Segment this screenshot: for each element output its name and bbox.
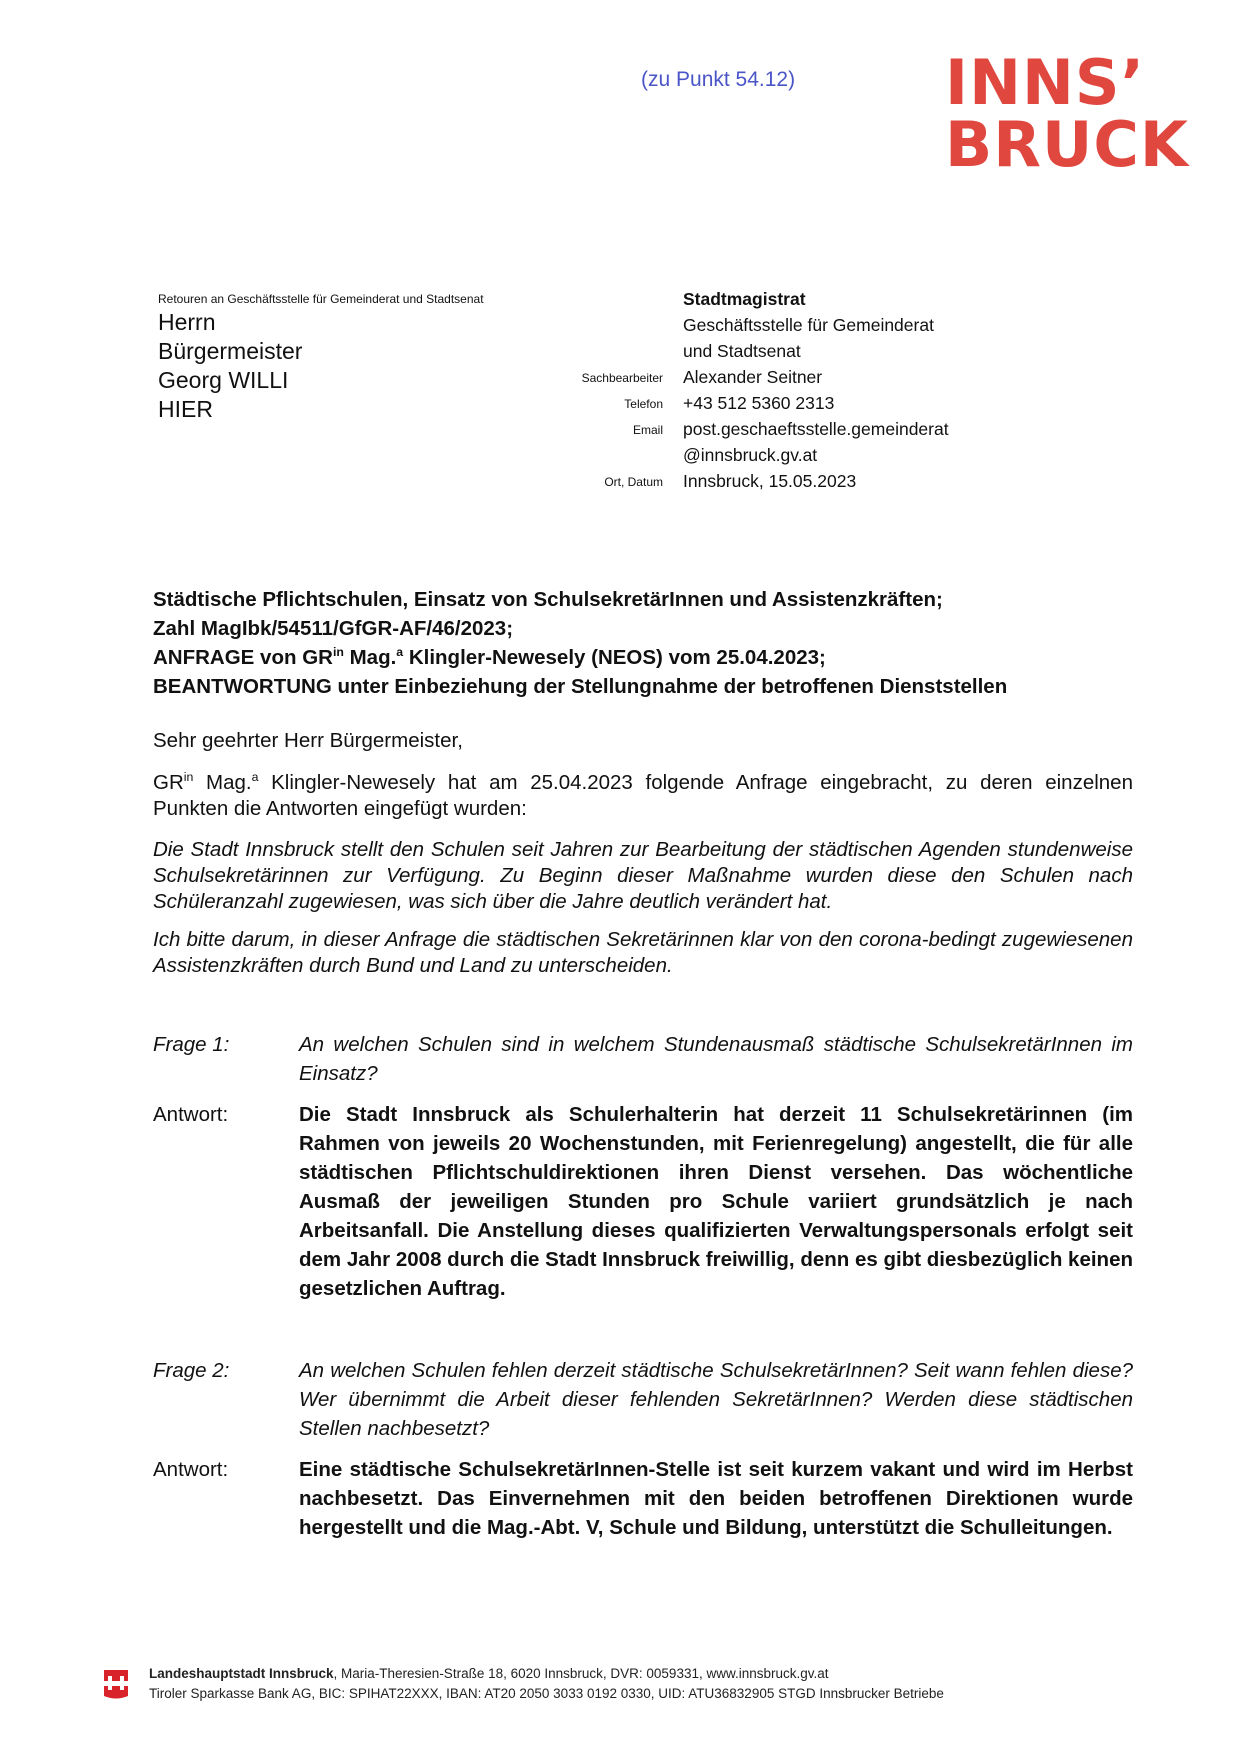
recipient-line: Herrn <box>158 309 216 335</box>
intro-paragraph: $GR^{in}$ Mag.$^a$ Klingler-Newesely hat am 25.04.2023 folgende Anfrage eingebracht, zu deren einzelnen Punkten die Antworten eingefügt wurden: <box>153 770 1133 820</box>
salutation: Sehr geehrter Herr Bürgermeister, <box>153 729 463 752</box>
question-label: Frage 2: <box>153 1359 230 1382</box>
sender-department: und Stadtsenat <box>683 341 801 361</box>
innsbruck-logo <box>945 46 1189 181</box>
email-address: post.geschaeftsstelle.gemeinderat <box>683 419 949 439</box>
field-label: Sachbearbeiter <box>581 371 663 385</box>
field-label: Ort, Datum <box>604 475 663 489</box>
subject-block <box>153 585 1007 701</box>
question-text: An welchen Schulen fehlen derzeit städtische SchulsekretärInnen? Seit wann fehlen diese? Wer übernimmt die Arbeit dieser fehlenden SekretärInnen? Werden diese städtischen Stellen nachbesetzt? <box>299 1359 1133 1440</box>
sender-block <box>560 284 1060 492</box>
phone-number: +43 512 5360 2313 <box>683 393 835 413</box>
question-2 <box>153 1356 1133 1443</box>
subject-line: BEANTWORTUNG unter Einbeziehung der Stellungnahme der betroffenen Dienststellen <box>153 675 1008 698</box>
logo-line-1: INNS’ <box>945 46 1146 119</box>
clerk-name: Alexander Seitner <box>683 367 823 387</box>
sender-department: Geschäftsstelle für Gemeinderat <box>683 315 934 335</box>
footer-bank-line: Tiroler Sparkasse Bank AG, BIC: SPIHAT22XXX, IBAN: AT20 2050 3033 0192 0330, UID: ATU36832905 STGD Innsbrucker Betriebe <box>149 1686 944 1701</box>
recipient-line: Bürgermeister <box>158 338 303 364</box>
answer-1 <box>153 1100 1133 1303</box>
field-label: Email <box>632 423 663 437</box>
recipient-line: HIER <box>158 396 213 422</box>
letter-footer <box>103 1664 944 1704</box>
email-domain: @innsbruck.gv.at <box>683 445 818 465</box>
place-date: Innsbruck, 15.05.2023 <box>683 471 857 491</box>
question-1 <box>153 1030 1133 1088</box>
reference-number: Zahl MagIbk/54511/GfGR-AF/46/2023; <box>153 617 514 640</box>
innsbruck-bridge-emblem-icon <box>103 1667 129 1701</box>
answer-label: Antwort: <box>153 1103 229 1126</box>
question-label: Frage 1: <box>153 1033 230 1056</box>
answer-text: Eine städtische SchulsekretärInnen-Stelle ist seit kurzem vakant und wird im Herbst nachbesetzt. Das Einvernehmen mit den beiden betroffenen Direktionen wurde hergestellt und die Mag.-Abt. V, Schule und Bildung, unterstützt die Schulleitungen. <box>299 1458 1133 1539</box>
recipient-block <box>158 308 302 424</box>
footer-address-line: Landeshauptstadt Innsbruck, Maria-Theresien-Straße 18, 6020 Innsbruck, DVR: 0059331, www.innsbruck.gv.at <box>149 1666 829 1681</box>
question-text: An welchen Schulen sind in welchem Stundenausmaß städtische SchulsekretärInnen im Einsatz? <box>299 1033 1133 1085</box>
return-address: Retouren an Geschäftsstelle für Gemeinderat und Stadtsenat <box>158 292 484 306</box>
inquiry-quote: Ich bitte darum, in dieser Anfrage die städtischen Sekretärinnen klar von den corona-bedingt zugewiesenen Assistenzkräften durch Bund und Land zu unterscheiden. <box>153 928 1133 977</box>
answer-label: Antwort: <box>153 1458 229 1481</box>
inquiry-quote: Die Stadt Innsbruck stellt den Schulen seit Jahren zur Bearbeitung der städtischen Agenden stundenweise Schulsekretärinnen zur Verfügung. Zu Beginn dieser Maßnahme wurden diese den Schulen nach Schüleranzahl zugewiesen, was sich über die Jahre deutlich verändert hat. <box>153 838 1133 913</box>
logo-line-2: BRUCK <box>945 108 1189 181</box>
answer-2 <box>153 1455 1133 1542</box>
answer-text: Die Stadt Innsbruck als Schulerhalterin hat derzeit 11 Schulsekretärinnen (im Rahmen von jeweils 20 Wochenstunden, mit Ferienregelung) angestellt, die für alle städtischen Pflichtschuldirektionen ihren Dienst versehen. Das wöchentliche Ausmaß der jeweiligen Stunden pro Schule variiert grundsätzlich je nach Arbeitsanfall. Die Anstellung dieses qualifizierten Verwaltungspersonals erfolgt seit dem Jahr 2008 durch die Stadt Innsbruck freiwillig, denn es gibt diesbezüglich keinen gesetzlichen Auftrag. <box>299 1103 1133 1300</box>
subject-line: ANFRAGE von $GR^{in}$ Mag.$^a$ Klingler-Newesely (NEOS) vom 25.04.2023; <box>153 645 826 669</box>
field-label: Telefon <box>624 397 663 411</box>
subject-line: Städtische Pflichtschulen, Einsatz von SchulsekretärInnen und Assistenzkräften; <box>153 588 943 611</box>
recipient-line: Georg WILLI <box>158 367 289 393</box>
agenda-reference-note: (zu Punkt 54.12) <box>641 68 796 91</box>
sender-office: Stadtmagistrat <box>683 289 806 309</box>
